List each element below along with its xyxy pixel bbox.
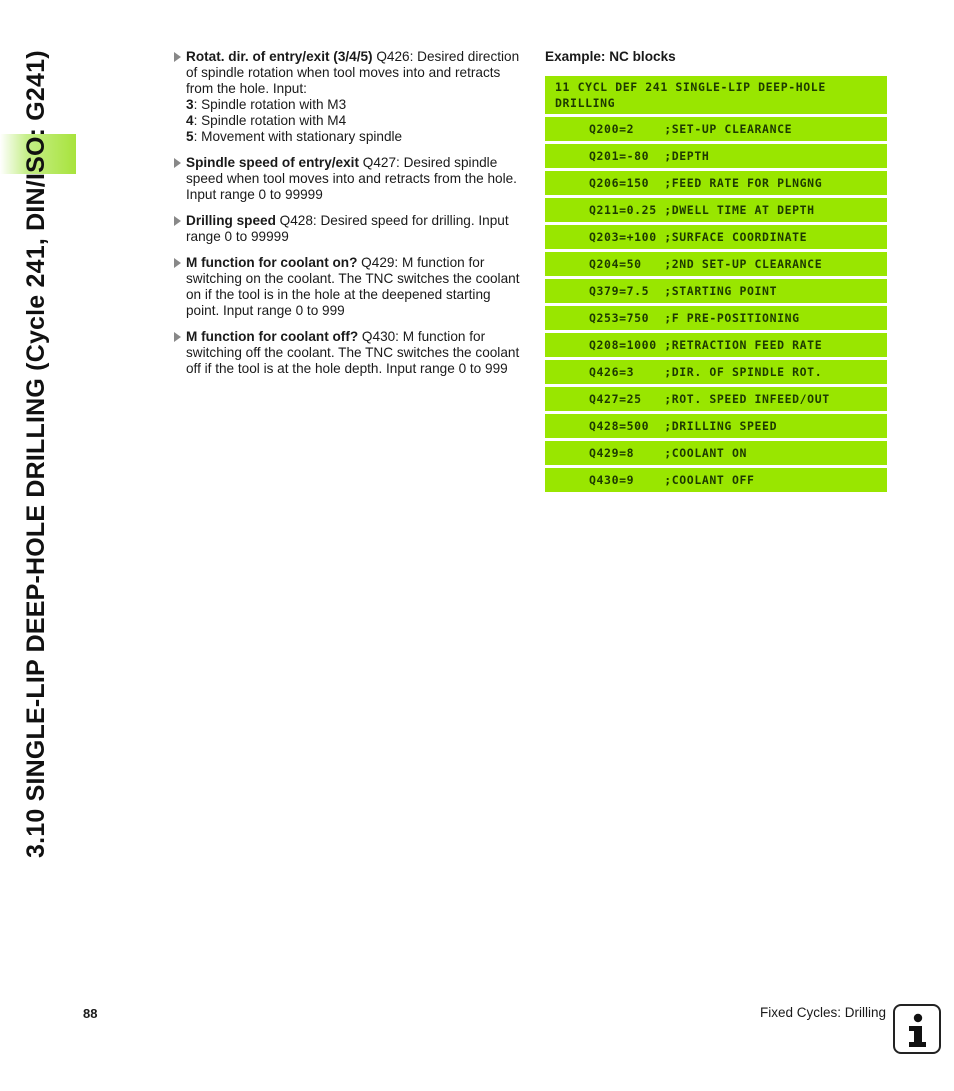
option-item: 4: Spindle rotation with M4	[186, 113, 347, 128]
param-label: Rotat. dir. of entry/exit (3/4/5)	[186, 49, 373, 64]
param-label: Drilling speed	[186, 213, 276, 228]
section-title: 3.10 SINGLE-LIP DEEP-HOLE DRILLING (Cycle 241, DIN/ISO: G241)	[22, 50, 50, 858]
parameter-list	[172, 49, 527, 387]
nc-block-row: Q253=750 ;F PRE-POSITIONING	[545, 306, 887, 330]
nc-block-row: Q427=25 ;ROT. SPEED INFEED/OUT	[545, 387, 887, 411]
example-title: Example: NC blocks	[545, 49, 676, 64]
nc-block-list	[545, 117, 887, 492]
option-item: 3: Spindle rotation with M3	[186, 97, 347, 112]
bullet-triangle-icon	[174, 52, 181, 62]
param-label: M function for coolant on?	[186, 255, 358, 270]
info-icon	[893, 1004, 941, 1054]
nc-block-row: Q204=50 ;2ND SET-UP CLEARANCE	[545, 252, 887, 276]
info-glyph	[895, 1006, 939, 1052]
nc-block-row: Q426=3 ;DIR. OF SPINDLE ROT.	[545, 360, 887, 384]
bullet-triangle-icon	[174, 216, 181, 226]
nc-block-row: Q201=-80 ;DEPTH	[545, 144, 887, 168]
nc-block-row: Q428=500 ;DRILLING SPEED	[545, 414, 887, 438]
bullet-triangle-icon	[174, 332, 181, 342]
example-panel	[545, 49, 887, 495]
param-q427	[172, 155, 527, 203]
nc-block-row: Q211=0.25 ;DWELL TIME AT DEPTH	[545, 198, 887, 222]
param-text: Q429: M function for switching on the coolant. The TNC switches the coolant on if the tool is in the hole at the deepened starting point. Input range 0 to 999	[186, 255, 520, 318]
param-label: M function for coolant off?	[186, 329, 359, 344]
nc-block-row: Q208=1000 ;RETRACTION FEED RATE	[545, 333, 887, 357]
nc-block-row: Q430=9 ;COOLANT OFF	[545, 468, 887, 492]
param-q430	[172, 329, 527, 377]
option-item: 5: Movement with stationary spindle	[186, 129, 403, 144]
page-number: 88	[83, 1006, 98, 1021]
bullet-triangle-icon	[174, 258, 181, 268]
nc-block-row: Q200=2 ;SET-UP CLEARANCE	[545, 117, 887, 141]
param-text: Q427: Desired spindle speed when tool moves into and retracts from the hole. Input range 0 to 99999	[186, 155, 517, 202]
param-label: Spindle speed of entry/exit	[186, 155, 359, 170]
nc-block-row: Q206=150 ;FEED RATE FOR PLNGNG	[545, 171, 887, 195]
param-text: Q428: Desired speed for drilling. Input range 0 to 99999	[186, 213, 509, 244]
bullet-triangle-icon	[174, 158, 181, 168]
nc-block-row: Q379=7.5 ;STARTING POINT	[545, 279, 887, 303]
footer-section: Fixed Cycles: Drilling	[759, 1005, 886, 1020]
param-q426	[172, 49, 527, 145]
nc-block-header: 11 CYCL DEF 241 SINGLE-LIP DEEP-HOLE DRILLING	[545, 76, 887, 114]
param-text: Q426: Desired direction of spindle rotation when tool moves into and retracts from the hole. Input:	[186, 49, 520, 96]
nc-block-row: Q429=8 ;COOLANT ON	[545, 441, 887, 465]
param-text: Q430: M function for switching off the coolant. The TNC switches the coolant off if the tool is at the hole depth. Input range 0 to 999	[186, 329, 520, 376]
nc-block-row: Q203=+100 ;SURFACE COORDINATE	[545, 225, 887, 249]
param-q428	[172, 213, 527, 245]
param-q429	[172, 255, 527, 319]
